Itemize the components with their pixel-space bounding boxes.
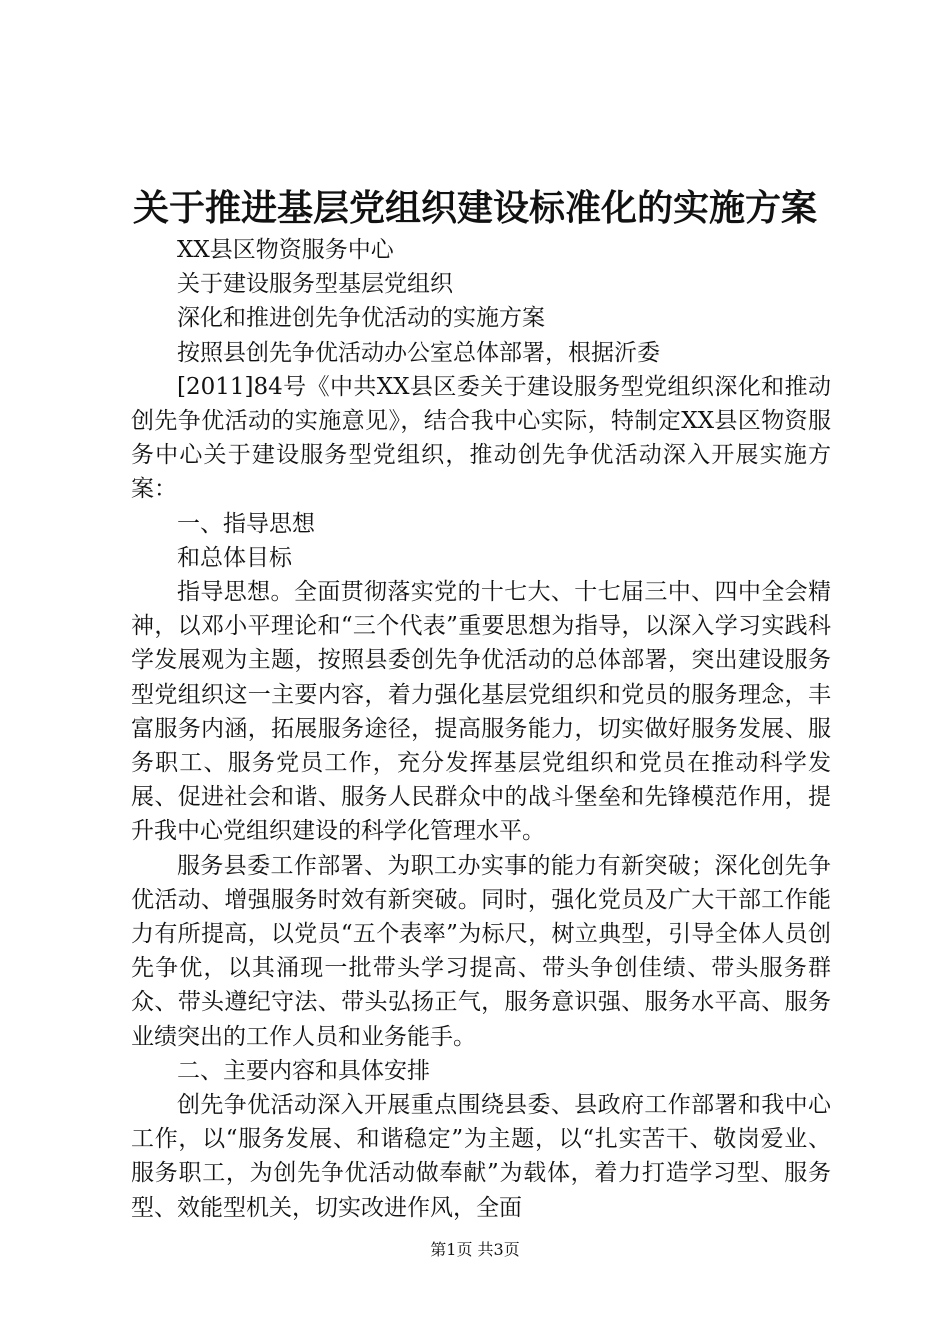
paragraph-intro: 按照县创先争优活动办公室总体部署，根据沂委: [177, 339, 660, 366]
paragraph-org-name: XX县区物资服务中心: [177, 237, 394, 263]
paragraph-goals: 服务县委工作部署、为职工办实事的能力有新突破；深化创先争优活动、增强服务时效有新突破。同时，强化党员及广大干部工作能力有所提高，以党员“五个表率”为标尺，树立典型，引导全体人员创先争优，以其涌现一批带头学习提高、带头争创佳绩、带头服务群众、带头遵纪守法、带头弘扬正气，服务意识强、服务水平高、服务业绩突出的工作人员和业务能手。: [131, 852, 831, 1050]
section-heading-1-cont: 和总体目标: [177, 544, 292, 571]
document-body: [131, 233, 831, 1225]
paragraph-guiding-thought: 指导思想。全面贯彻落实党的十七大、十七届三中、四中全会精神，以邓小平理论和“三个代表”重要思想为指导，以深入学习实践科学发展观为主题，按照县委创先争优活动的总体部署，突出建设服务型党组织这一主要内容，着力强化基层党组织和党员的服务理念，丰富服务内涵，拓展服务途径，提高服务能力，切实做好服务发展、服务职工、服务党员工作，充分发挥基层党组织和党员在推动科学发展、促进社会和谐、服务人民群众中的战斗堡垒和先锋模范作用，提升我中心党组织建设的科学化管理水平。: [131, 579, 831, 845]
paragraph-main-content: 创先争优活动深入开展重点围绕县委、县政府工作部署和我中心工作，以“服务发展、和谐稳定”为主题，以“扎实苦干、敬岗爱业、服务职工，为创先争优活动做奉献”为载体，着力打造学习型、服务型、效能型机关，切实改进作风，全面: [131, 1092, 831, 1221]
paragraph-subtitle-1: 关于建设服务型基层党组织: [177, 271, 453, 298]
paragraph-subtitle-2: 深化和推进创先争优活动的实施方案: [177, 305, 545, 332]
document-title: 关于推进基层党组织建设标准化的实施方案: [132, 187, 817, 229]
section-heading-2: 二、主要内容和具体安排: [177, 1057, 430, 1084]
section-heading-1: 一、指导思想: [177, 510, 315, 537]
paragraph-basis: [2011]84号《中共XX县区委关于建设服务型党组织深化和推动创先争优活动的实施意见》，结合我中心实际，特制定XX县区物资服务中心关于建设服务型党组织，推动创先争优活动深入开展实施方案：: [131, 373, 831, 503]
page-footer: 第1页 共3页: [430, 1240, 520, 1259]
